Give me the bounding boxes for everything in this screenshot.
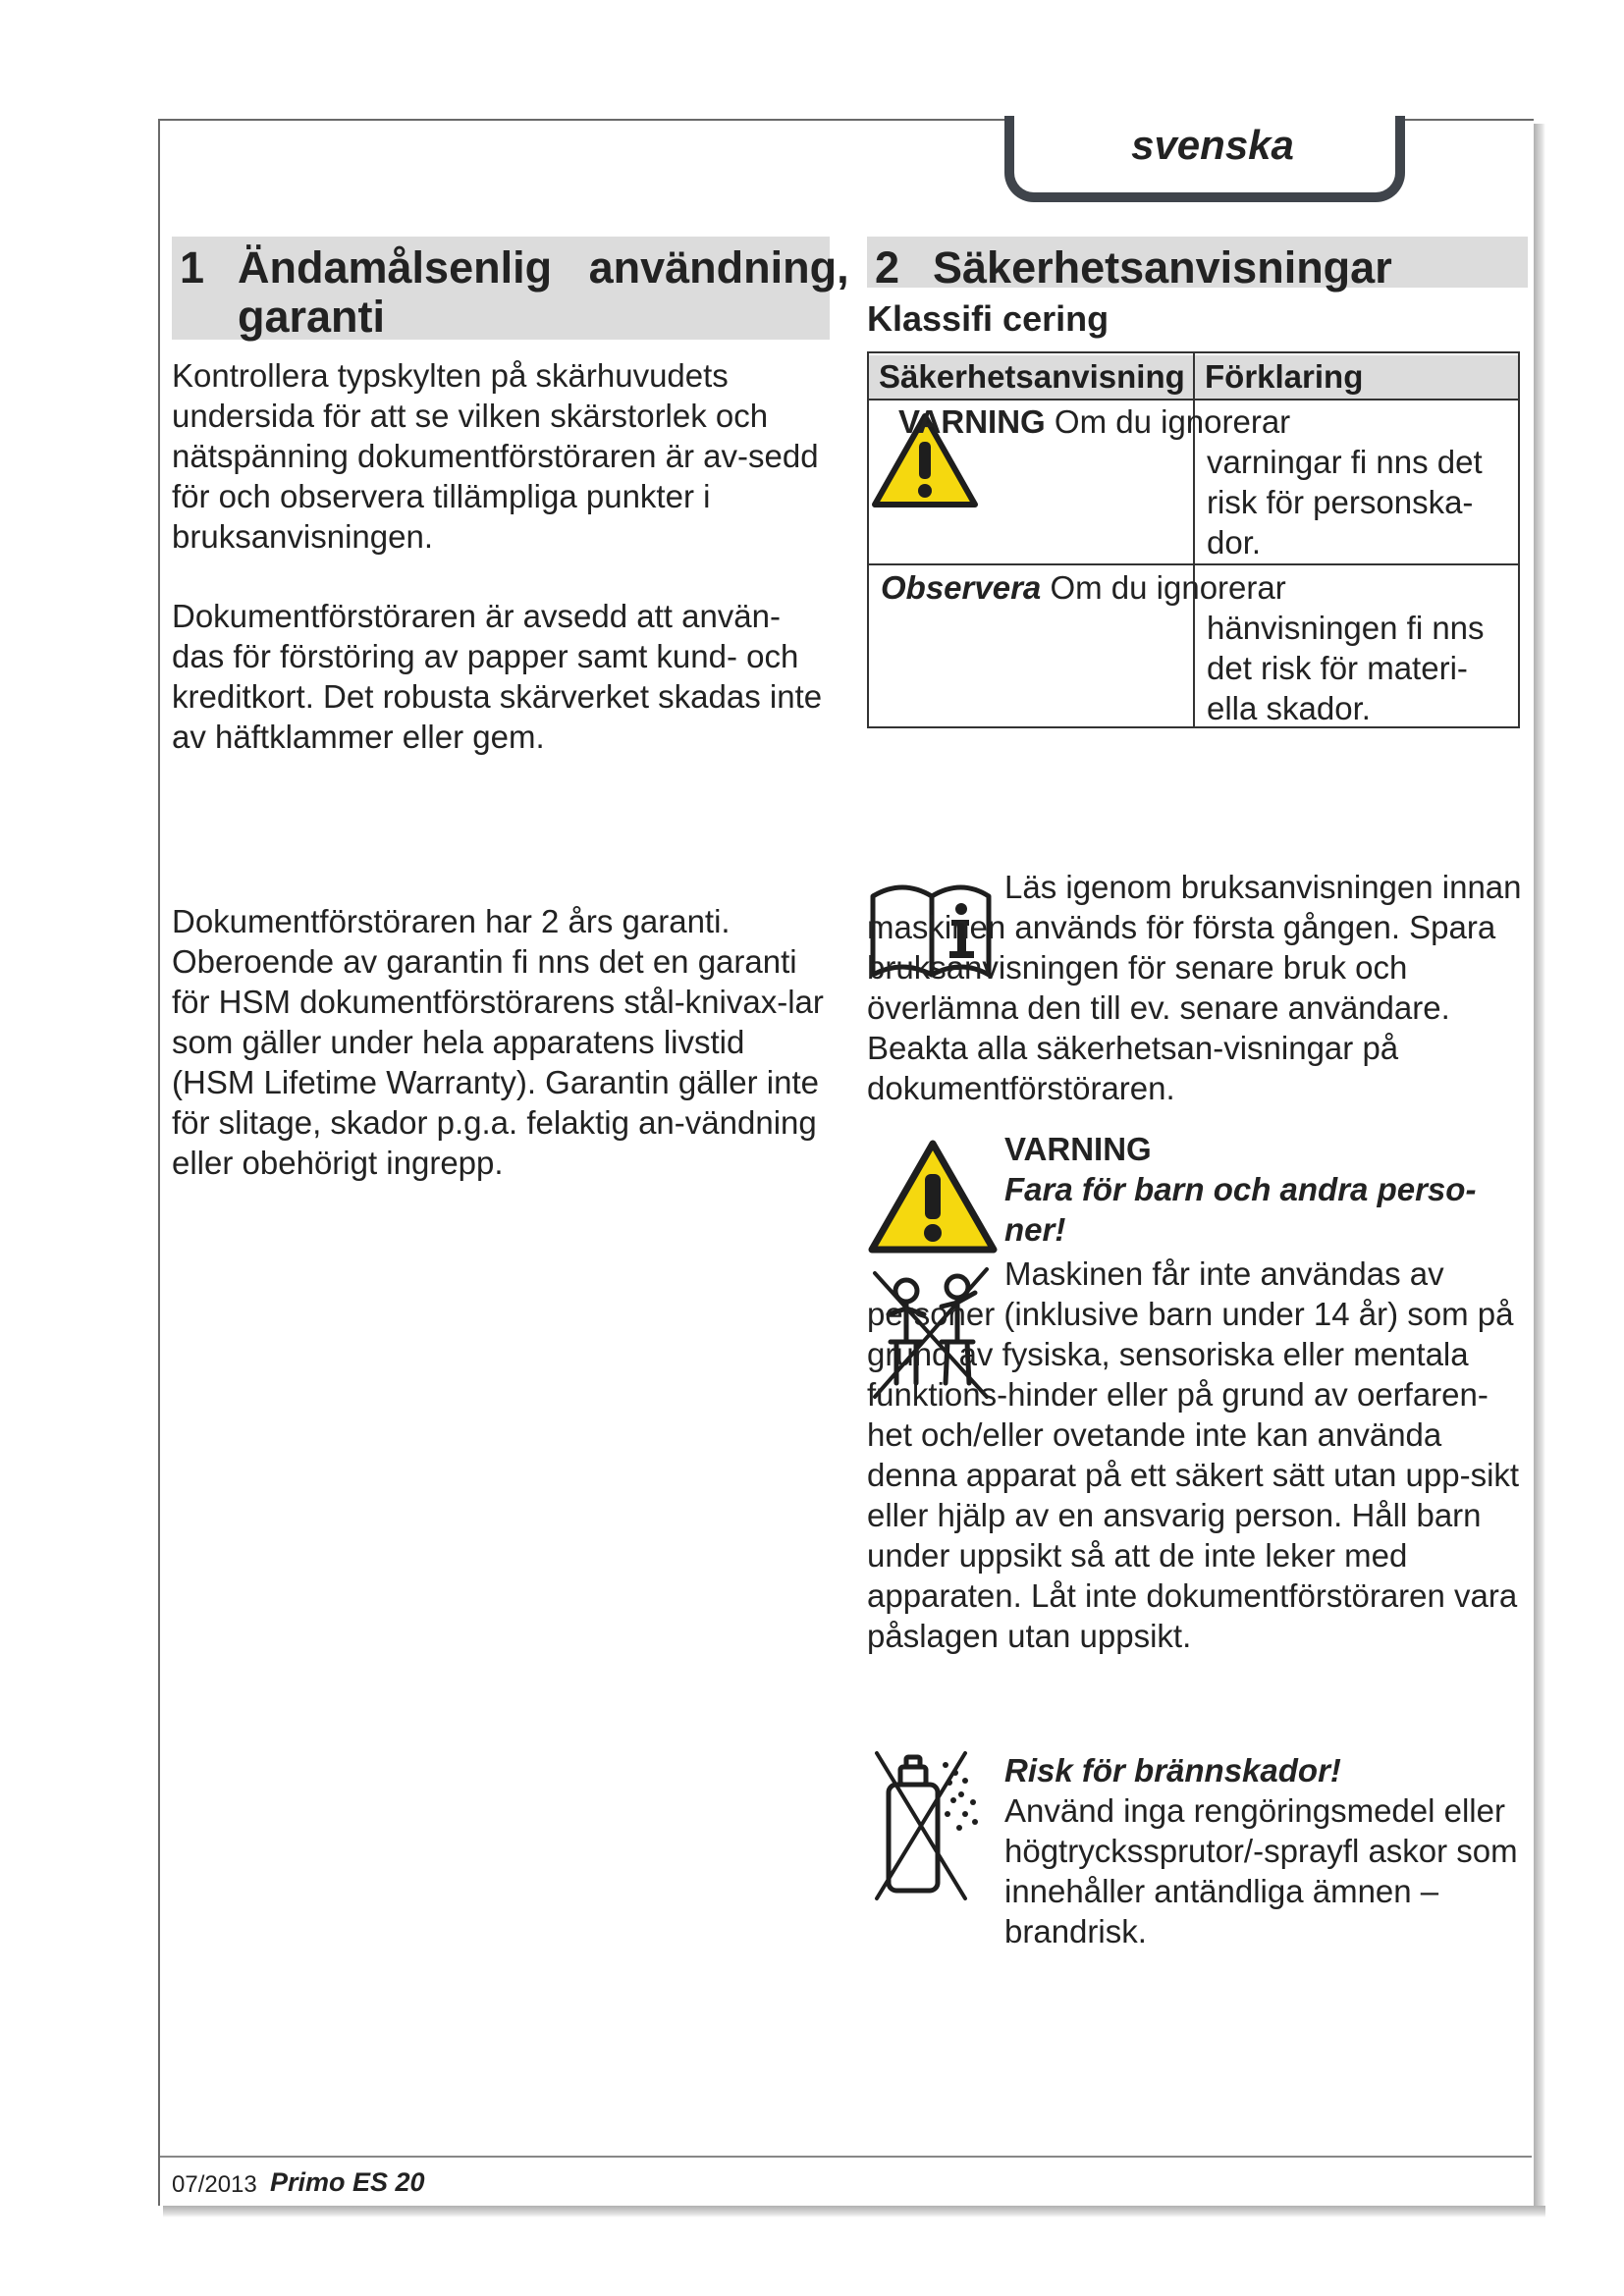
section1-heading xyxy=(172,237,849,342)
page-shadow-bottom xyxy=(163,2206,1545,2217)
section2-heading xyxy=(867,237,1528,293)
section1-number: 1 xyxy=(180,242,205,293)
section1-title-line2: garanti xyxy=(238,292,386,342)
language-label: svenska xyxy=(1131,122,1294,168)
section2-title: Säkerhetsanvisningar xyxy=(933,242,1392,293)
table-divider-row xyxy=(869,563,1518,565)
read-manual-text: Läs igenom bruksanvisningen innan maskinen används för första gången. Spara bruksanvisningen för senare bruk och överlämna den till ev. senare användare. Beakta alla säkerhetsan-visningar på dokumentförstöraren. xyxy=(867,869,1522,1106)
table-lead: Om du ignorerar xyxy=(1050,569,1286,606)
section2-number: 2 xyxy=(875,242,900,293)
table-explanation: varningar fi nns det risk för personska-dor. xyxy=(1207,444,1483,561)
footer-date: 07/2013 xyxy=(172,2171,257,2198)
table-explanation: hänvisningen fi nns det risk för materi-ella skador. xyxy=(1207,610,1485,726)
table-keyword-warning: VARNING xyxy=(898,403,1046,440)
table-lead: Om du ignorerar xyxy=(1054,403,1291,440)
classification-heading: Klassifi cering xyxy=(867,298,1110,339)
footer-model: Primo ES 20 xyxy=(270,2167,425,2197)
no-spray-icon xyxy=(867,1745,995,1902)
fire-heading: Risk för brännskador! xyxy=(1004,1752,1341,1789)
section1-para-usage: Dokumentförstöraren är avsedd att använ-das för förstöring av papper samt kund- och kreditkort. Det robusta skärverket skadas inte av häftklammer eller gem. xyxy=(172,598,823,755)
fire-warning-text: Använd inga rengöringsmedel eller högtryckssprutor/-sprayfl askor som innehåller antändliga ämnen – brandrisk. xyxy=(1004,1792,1518,1949)
classification-table xyxy=(867,351,1520,728)
table-header-safety: Säkerhetsanvisning xyxy=(869,355,1193,399)
table-keyword-caution: Observera xyxy=(881,569,1042,606)
warning-heading: VARNING xyxy=(1004,1131,1152,1167)
section1-para-warranty: Dokumentförstöraren har 2 års garanti. Oberoende av garantin fi nns det en garanti för HSM dokumentförstörarens stål-knivax-lar som gäller under hela apparatens livstid (HSM Lifetime Warranty). Garantin gäller inte för slitage, skador p.g.a. felaktig an-vändning eller obehörigt ingrepp. xyxy=(172,903,824,1181)
warning-subheading: Fara för barn och andra perso-ner! xyxy=(1004,1171,1477,1248)
footer-divider xyxy=(160,2156,1532,2158)
table-header-explanation: Förklaring xyxy=(1195,355,1518,399)
section1-title-line1: Ändamålsenlig användning, xyxy=(238,242,849,293)
page-shadow-right xyxy=(1534,124,1545,2216)
warning-triangle-icon xyxy=(867,1139,999,1255)
section1-para-typeplate: Kontrollera typskylten på skärhuvudets undersida för att se vilken skärstorlek och nätspänning dokumentförstöraren är av-sedd för och observera tillämpliga punkter i bruksanvisningen. xyxy=(172,357,819,555)
table-divider-header xyxy=(869,399,1518,400)
children-warning-text: Maskinen får inte användas av personer (inklusive barn under 14 år) som på grund av fysiska, sensoriska eller mentala funktions-hinder eller på grund av oerfaren-het och/eller ovetande inte kan använda denna apparat på ett säkert sätt utan upp-sikt eller hjälp av en ansvarig person. Håll barn under uppsikt så att de inte leker med apparaten. Låt inte dokumentförstöraren vara påslagen utan uppsikt. xyxy=(867,1255,1520,1654)
